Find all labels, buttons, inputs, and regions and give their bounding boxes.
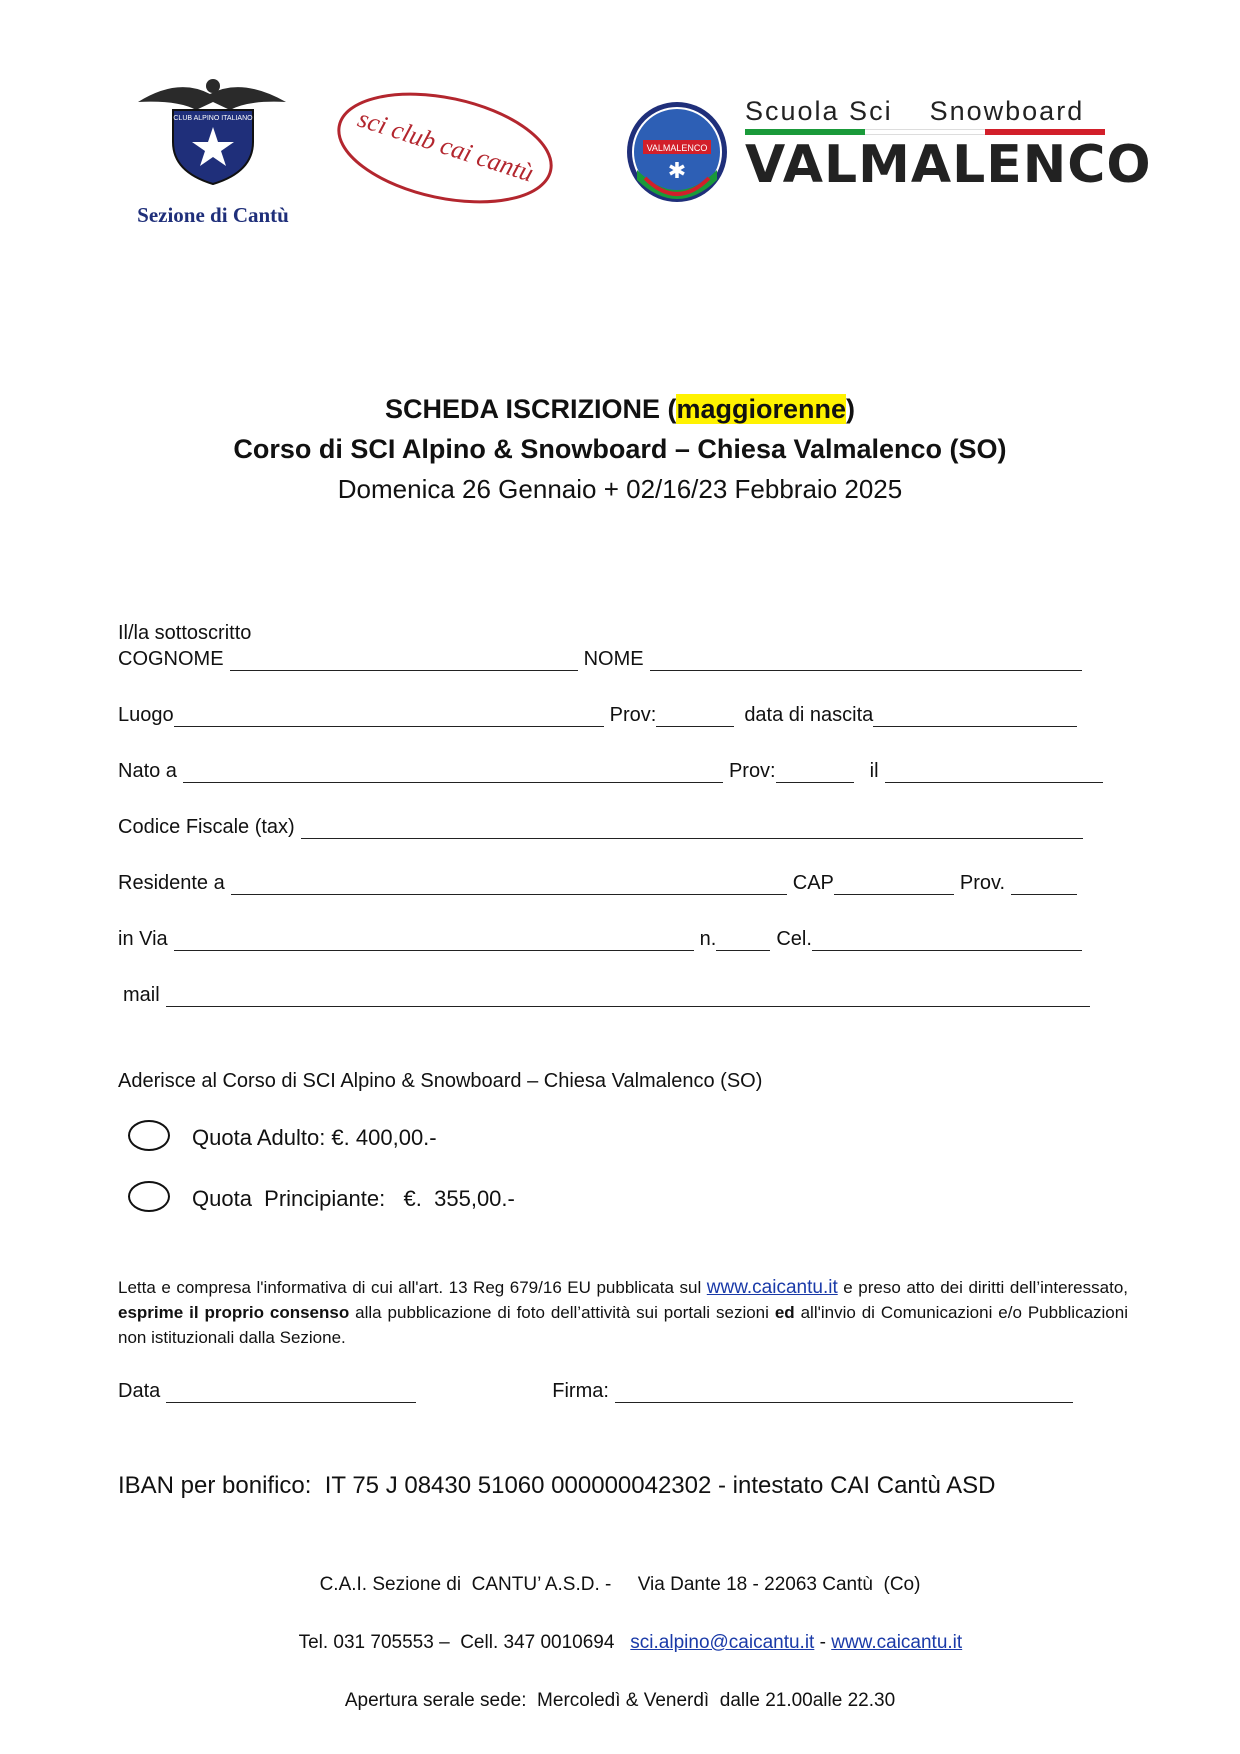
scuola-sci-text: Scuola Sci xyxy=(745,96,893,126)
codice-fiscale-label: Codice Fiscale (tax) xyxy=(118,816,295,838)
prov-label: Prov: xyxy=(609,704,657,726)
nome-field[interactable] xyxy=(650,648,1082,671)
data-nascita-label: data di nascita xyxy=(744,704,874,726)
row-data-firma xyxy=(118,1380,1079,1403)
footer-contacts: Tel. 031 705553 – Cell. 347 0010694 sci.alpino@caicantu.it - www.caicantu.it xyxy=(298,1632,963,1653)
course-title: Corso di SCI Alpino & Snowboard – Chiesa Valmalenco (SO) xyxy=(233,434,1007,464)
row-residente xyxy=(118,872,1083,895)
row-codice-fiscale xyxy=(118,816,1089,839)
prov-label-2: Prov: xyxy=(728,760,776,782)
prov-dot-label: Prov. xyxy=(959,872,1006,894)
row-mail xyxy=(123,984,1096,1007)
intro-label: Il/la sottoscritto xyxy=(118,622,252,644)
cai-caption: Sezione di Cantù xyxy=(137,203,289,227)
nato-a-label: Nato a xyxy=(118,760,177,782)
course-dates: Domenica 26 Gennaio + 02/16/23 Febbraio 2025 xyxy=(337,474,903,504)
sci-club-logo xyxy=(330,88,560,208)
cap-field[interactable] xyxy=(834,872,954,895)
prov-field[interactable] xyxy=(656,704,734,727)
quota-adulto-label: Quota Adulto: €. 400,00.- xyxy=(192,1125,437,1150)
quota-principiante-label: Quota Principiante: €. 355,00.- xyxy=(192,1186,515,1211)
radio-quota-principiante[interactable] xyxy=(128,1181,170,1212)
valmalenco-text: VALMALENCO xyxy=(745,135,1152,195)
il-label: il xyxy=(869,760,879,782)
privacy-consent-text: Letta e compresa l'informativa di cui all'art. 13 Reg 679/16 EU pubblicata sul www.caicantu.it e preso atto dei diritti dell’interessato, esprime il proprio consenso alla pubblicazione di foto dell’attività sui portali sezioni ed all'invio di Comunicazioni e/o Pubblicazioni non istituzionali dalla Sezione. xyxy=(118,1277,1128,1347)
snowboard-text: Snowboard xyxy=(929,96,1085,126)
footer-site-link[interactable]: www.caicantu.it xyxy=(831,1632,963,1653)
highlight-maggiorenne: maggiorenne xyxy=(676,394,847,424)
nato-a-field[interactable] xyxy=(183,760,723,783)
codice-fiscale-field[interactable] xyxy=(301,816,1083,839)
svg-text:VALMALENCO: VALMALENCO xyxy=(646,143,708,153)
residente-label: Residente a xyxy=(118,872,225,894)
prov-dot-field[interactable] xyxy=(1011,872,1077,895)
cai-eagle-shield-icon xyxy=(118,72,308,192)
footer-address: C.A.I. Sezione di CANTU’ A.S.D. - Via Dante 18 - 22063 Cantù (Co) xyxy=(319,1574,921,1595)
privacy-link[interactable]: www.caicantu.it xyxy=(706,1277,838,1298)
svg-text:CLUB ALPINO ITALIANO: CLUB ALPINO ITALIANO xyxy=(173,115,253,122)
footer-email-link[interactable]: sci.alpino@caicantu.it xyxy=(630,1632,815,1653)
iban-text: IBAN per bonifico: IT 75 J 08430 51060 000000042302 - intestato CAI Cantù ASD xyxy=(118,1472,996,1499)
data-field[interactable] xyxy=(166,1380,416,1403)
luogo-field[interactable] xyxy=(174,704,604,727)
footer xyxy=(0,1570,1240,1715)
cap-label: CAP xyxy=(792,872,834,894)
adhesion-text: Aderisce al Corso di SCI Alpino & Snowboard – Chiesa Valmalenco (SO) xyxy=(118,1070,763,1092)
cognome-field[interactable] xyxy=(230,648,578,671)
row-via xyxy=(118,928,1088,951)
via-field[interactable] xyxy=(174,928,694,951)
mail-field[interactable] xyxy=(166,984,1090,1007)
valmalenco-badge-logo xyxy=(625,100,729,204)
luogo-label: Luogo xyxy=(118,704,174,726)
numero-field[interactable] xyxy=(716,928,770,951)
sci-club-script: sci club cai cantù xyxy=(354,103,538,188)
firma-label: Firma: xyxy=(552,1380,609,1402)
residente-field[interactable] xyxy=(231,872,787,895)
firma-field[interactable] xyxy=(615,1380,1073,1403)
radio-quota-adulto[interactable] xyxy=(128,1120,170,1151)
snowflake-icon: ✱ xyxy=(667,158,687,183)
cognome-label: COGNOME xyxy=(118,648,224,670)
valmalenco-wordmark xyxy=(745,96,1152,206)
numero-label: n. xyxy=(699,928,717,950)
mail-label: mail xyxy=(123,984,160,1006)
row-name xyxy=(118,648,1088,671)
footer-hours: Apertura serale sede: Mercoledì & Venerdì dalle 21.00alle 22.30 xyxy=(344,1690,896,1711)
via-label: in Via xyxy=(118,928,168,950)
cel-field[interactable] xyxy=(812,928,1082,951)
data-nascita-field[interactable] xyxy=(873,704,1077,727)
nome-label: NOME xyxy=(583,648,644,670)
form-title: SCHEDA ISCRIZIONE (maggiorenne) xyxy=(384,394,856,424)
cai-logo xyxy=(118,72,308,227)
il-field[interactable] xyxy=(885,760,1103,783)
data-label: Data xyxy=(118,1380,161,1402)
prov-field-2[interactable] xyxy=(776,760,854,783)
row-nato xyxy=(118,760,1109,783)
cel-label: Cel. xyxy=(776,928,812,950)
row-luogo xyxy=(118,704,1083,727)
